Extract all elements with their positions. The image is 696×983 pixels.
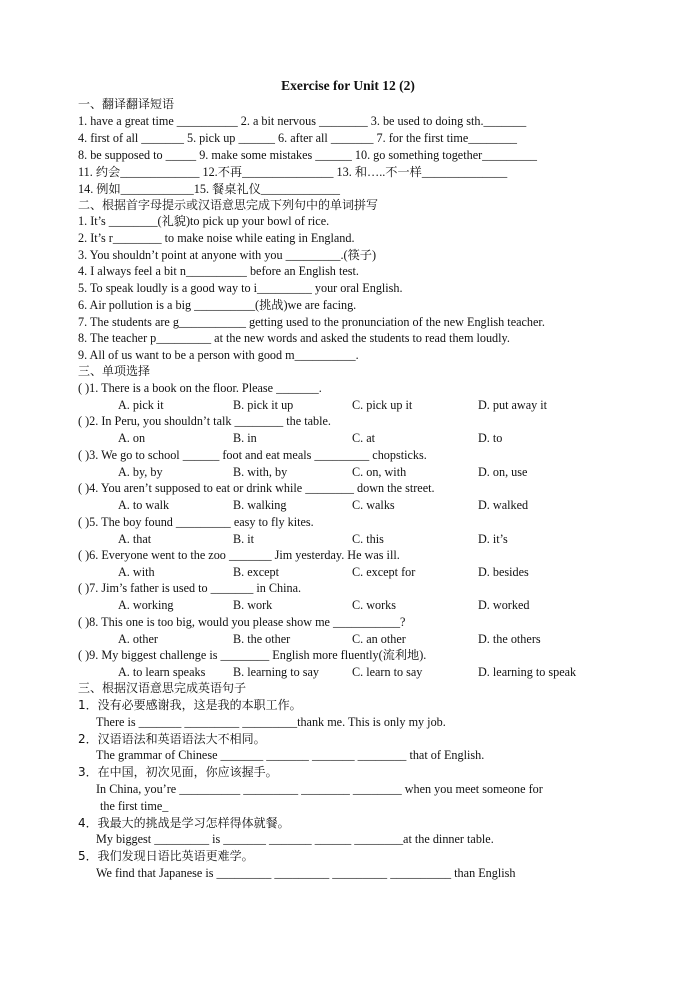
- question-stem: ( )8. This one is too big, would you please show me ___________?: [78, 614, 406, 629]
- option-a: A. working: [118, 598, 174, 613]
- translation-prompt: 2．汉语语法和英语语法大不相同。: [78, 731, 266, 746]
- option-b: B. pick it up: [233, 398, 294, 412]
- option-d: D. on, use: [478, 464, 528, 479]
- spelling-line: 2. It’s r________ to make noise while eating in England.: [78, 230, 355, 245]
- spelling-line: 7. The students are g___________ getting used to the pronunciation of the new English teacher.: [78, 314, 545, 329]
- phrase-line: 1. have a great time __________ 2. a bit nervous ________ 3. be used to doing sth._______: [78, 114, 527, 128]
- option-b: B. it: [233, 531, 254, 546]
- question-stem: ( )7. Jim’s father is used to _______ in China.: [78, 581, 302, 596]
- option-d: D. worked: [478, 598, 530, 613]
- option-a: A. that: [118, 531, 152, 546]
- option-d: D. learning to speak: [478, 665, 577, 680]
- option-d: D. to: [478, 431, 503, 446]
- option-b: B. work: [233, 598, 273, 613]
- spelling-line: 9. All of us want to be a person with good m__________.: [78, 348, 359, 362]
- translation-answer-line: In China, you’re __________ _________ ________ ________ when you meet someone for: [96, 782, 543, 796]
- translation-answer-line: There is _______ _________ _________thank me. This is only my job.: [96, 714, 446, 729]
- section1-heading: 一、翻译翻译短语: [78, 97, 175, 111]
- option-b: B. learning to say: [233, 665, 319, 680]
- question-stem: ( )9. My biggest challenge is ________ English more fluently(流利地).: [78, 648, 427, 663]
- phrase-line: 8. be supposed to _____ 9. make some mistakes ______ 10. go something together_________: [78, 148, 538, 162]
- option-d: D. the others: [478, 631, 541, 646]
- option-d: D. it’s: [478, 531, 508, 546]
- question-stem: ( )5. The boy found _________ easy to fly kites.: [78, 514, 314, 529]
- option-c: C. learn to say: [352, 665, 423, 680]
- translation-answer-line: the first time_: [100, 798, 169, 813]
- question-stem: ( )3. We go to school ______ foot and eat meals _________ chopsticks.: [78, 447, 427, 462]
- spelling-line: 5. To speak loudly is a good way to i_________ your oral English.: [78, 281, 403, 295]
- worksheet-title: Exercise for Unit 12 (2): [281, 78, 415, 93]
- option-a: A. to learn speaks: [118, 665, 206, 680]
- option-c: C. pick up it: [352, 398, 413, 412]
- option-b: B. walking: [233, 498, 287, 513]
- section4-heading: 三、根据汉语意思完成英语句子: [78, 681, 247, 695]
- section3-heading: 三、单项选择: [78, 364, 151, 378]
- section2-heading: 二、根据首字母提示或汉语意思完成下列句中的单词拼写: [78, 198, 379, 212]
- spelling-line: 3. You shouldn’t point at anyone with you _________.(筷子): [78, 247, 377, 262]
- option-a: A. to walk: [118, 498, 170, 513]
- option-b: B. except: [233, 565, 280, 579]
- question-stem: ( )6. Everyone went to the zoo _______ Jim yesterday. He was ill.: [78, 548, 400, 562]
- spelling-line: 6. Air pollution is a big __________(挑战)we are facing.: [78, 297, 357, 312]
- option-b: B. with, by: [233, 464, 288, 479]
- option-c: C. works: [352, 598, 397, 613]
- option-a: A. pick it: [118, 398, 164, 412]
- option-c: C. this: [352, 531, 384, 546]
- translation-prompt: 3．在中国，初次见面，你应该握手。: [78, 765, 278, 780]
- option-d: D. walked: [478, 498, 529, 513]
- phrase-line: 4. first of all _______ 5. pick up ______ 6. after all _______ 7. for the first time________: [78, 131, 518, 145]
- question-stem: ( )2. In Peru, you shouldn’t talk ________ the table.: [78, 414, 331, 429]
- translation-answer-line: The grammar of Chinese _______ _______ _______ ________ that of English.: [96, 748, 485, 763]
- option-c: C. walks: [352, 498, 395, 513]
- option-d: D. put away it: [478, 398, 548, 412]
- spelling-line: 4. I always feel a bit n__________ before an English test.: [78, 264, 359, 279]
- option-a: A. by, by: [118, 464, 163, 479]
- option-d: D. besides: [478, 565, 529, 579]
- option-a: A. other: [118, 631, 158, 646]
- spelling-line: 8. The teacher p_________ at the new words and asked the students to read them loudly.: [78, 331, 510, 346]
- option-a: A. with: [118, 565, 155, 579]
- translation-answer-line: We find that Japanese is _________ _________ _________ __________ than English: [96, 866, 516, 880]
- option-c: C. at: [352, 431, 376, 446]
- question-stem: ( )4. You aren’t supposed to eat or drink while ________ down the street.: [78, 481, 435, 496]
- option-c: C. except for: [352, 565, 416, 579]
- option-c: C. on, with: [352, 464, 407, 479]
- spelling-line: 1. It’s ________(礼貌)to pick up your bowl of rice.: [78, 214, 330, 228]
- question-stem: ( )1. There is a book on the floor. Please _______.: [78, 381, 322, 395]
- phrase-line: 11. 约会_____________ 12.不再_______________ 13. 和…..不一样______________: [78, 165, 508, 179]
- option-b: B. in: [233, 431, 257, 446]
- translation-prompt: 1．没有必要感谢我，这是我的本职工作。: [78, 698, 302, 712]
- option-c: C. an other: [352, 631, 406, 646]
- phrase-line: 14. 例如____________15. 餐桌礼仪_____________: [78, 182, 341, 196]
- option-a: A. on: [118, 431, 146, 446]
- translation-prompt: 4．我最大的挑战是学习怎样得体就餐。: [78, 815, 290, 830]
- option-b: B. the other: [233, 631, 291, 646]
- translation-prompt: 5．我们发现日语比英语更难学。: [78, 849, 254, 864]
- translation-answer-line: My biggest _________ is _______ _______ ______ ________at the dinner table.: [96, 832, 494, 847]
